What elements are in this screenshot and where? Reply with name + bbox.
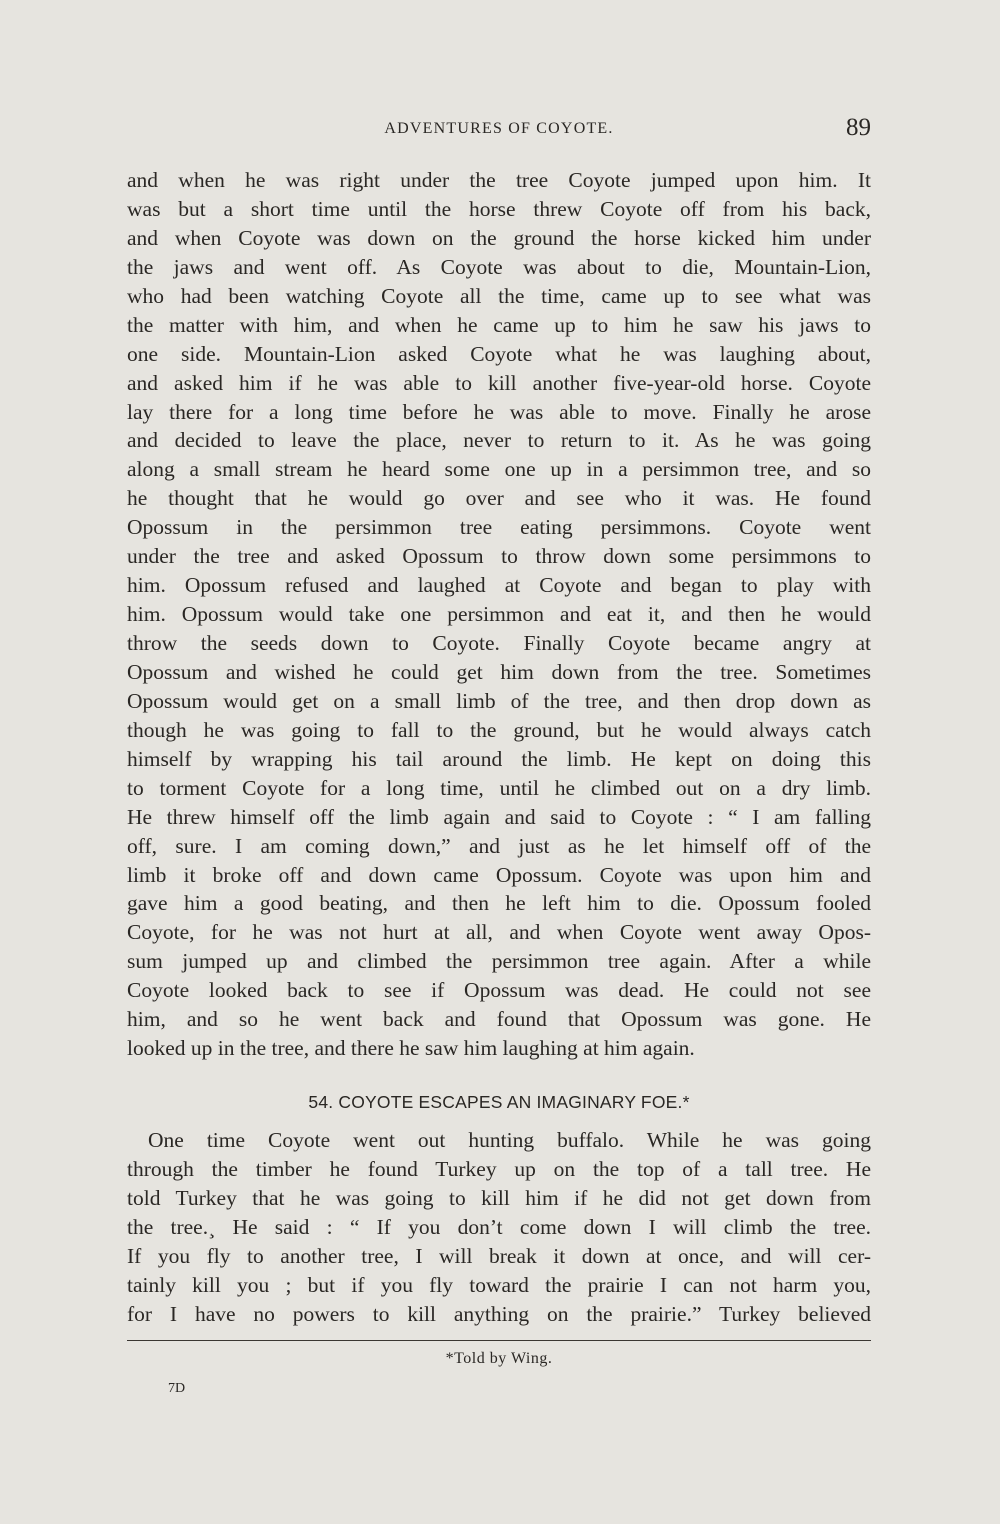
text-line: One time Coyote went out hunting buffalo. While he was going (148, 1128, 871, 1152)
text-line: under the tree and asked Opossum to throw down some persimmons to (127, 544, 871, 569)
text-line: the jaws and went off. As Coyote was about to die, Mountain-Lion, (127, 254, 871, 279)
text-line: along a small stream he heard some one up in a persimmon tree, and so (127, 457, 871, 482)
page-number: 89 (846, 114, 871, 141)
text-line: the matter with him, and when he came up to him he saw his jaws to (127, 312, 871, 337)
text-line: lay there for a long time before he was able to move. Finally he arose (127, 399, 871, 424)
text-line: gave him a good beating, and then he left him to die. Opossum fooled (127, 891, 871, 916)
text-line: to torment Coyote for a long time, until he climbed out on a dry limb. (127, 775, 871, 800)
text-line: who had been watching Coyote all the time, came up to see what was (127, 283, 871, 308)
section-title: 54. COYOTE ESCAPES AN IMAGINARY FOE.* (308, 1092, 690, 1112)
text-line: he thought that he would go over and see who it was. He found (127, 486, 871, 511)
text-line: for I have no powers to kill anything on the prairie.” Turkey believed (127, 1301, 871, 1326)
text-line: If you fly to another tree, I will break it down at once, and will cer- (127, 1243, 871, 1268)
text-line: and when he was right under the tree Coyote jumped upon him. It (127, 168, 871, 192)
text-line: sum jumped up and climbed the persimmon tree again. After a while (127, 949, 871, 974)
text-line: off, sure. I am coming down,” and just as he let himself off of the (127, 833, 871, 858)
text-line: and decided to leave the place, never to return to it. As he was going (127, 428, 871, 453)
text-line: the tree.¸ He said : “ If you don’t come down I will climb the tree. (127, 1214, 871, 1239)
text-line: Opossum would get on a small limb of the tree, and then drop down as (127, 688, 871, 713)
page-header (127, 114, 871, 148)
text-line: throw the seeds down to Coyote. Finally Coyote became angry at (127, 631, 871, 655)
signature-mark: 7D (168, 1381, 186, 1396)
text-line: Opossum in the persimmon tree eating persimmons. Coyote went (127, 515, 871, 540)
text-line: and asked him if he was able to kill another five-year-old horse. Coyote (127, 370, 871, 395)
text-line: him. Opossum refused and laughed at Coyote and began to play with (127, 573, 871, 598)
text-line: through the timber he found Turkey up on the top of a tall tree. He (127, 1156, 871, 1181)
text-line: Coyote, for he was not hurt at all, and when Coyote went away Opos- (127, 920, 871, 945)
text-line: told Turkey that he was going to kill him if he did not get down from (127, 1185, 871, 1210)
text-line: was but a short time until the horse threw Coyote off from his back, (127, 196, 871, 221)
text-line: himself by wrapping his tail around the limb. He kept on doing this (127, 746, 871, 771)
footnote: *Told by Wing. (445, 1350, 553, 1367)
footnote-rule (127, 1340, 871, 1341)
text-line: Opossum and wished he could get him down from the tree. Sometimes (127, 659, 871, 684)
text-line: Coyote looked back to see if Opossum was dead. He could not see (127, 978, 871, 1003)
text-line: him, and so he went back and found that Opossum was gone. He (127, 1007, 871, 1032)
text-line: one side. Mountain-Lion asked Coyote what he was laughing about, (127, 341, 871, 366)
body-text (127, 166, 871, 1063)
text-line: limb it broke off and down came Opossum. Coyote was upon him and (127, 862, 871, 887)
text-line: and when Coyote was down on the ground the horse kicked him under (127, 225, 871, 250)
text-line: though he was going to fall to the ground, but he would always catch (127, 717, 871, 742)
running-head: ADVENTURES OF COYOTE. (384, 120, 614, 137)
text-line: tainly kill you ; but if you fly toward the prairie I can not harm you, (127, 1272, 871, 1297)
text-line: He threw himself off the limb again and said to Coyote : “ I am falling (127, 804, 871, 829)
text-line: him. Opossum would take one persimmon and eat it, and then he would (127, 602, 871, 627)
text-line: looked up in the tree, and there he saw him laughing at him again. (127, 1036, 695, 1061)
section-text (127, 1126, 871, 1329)
